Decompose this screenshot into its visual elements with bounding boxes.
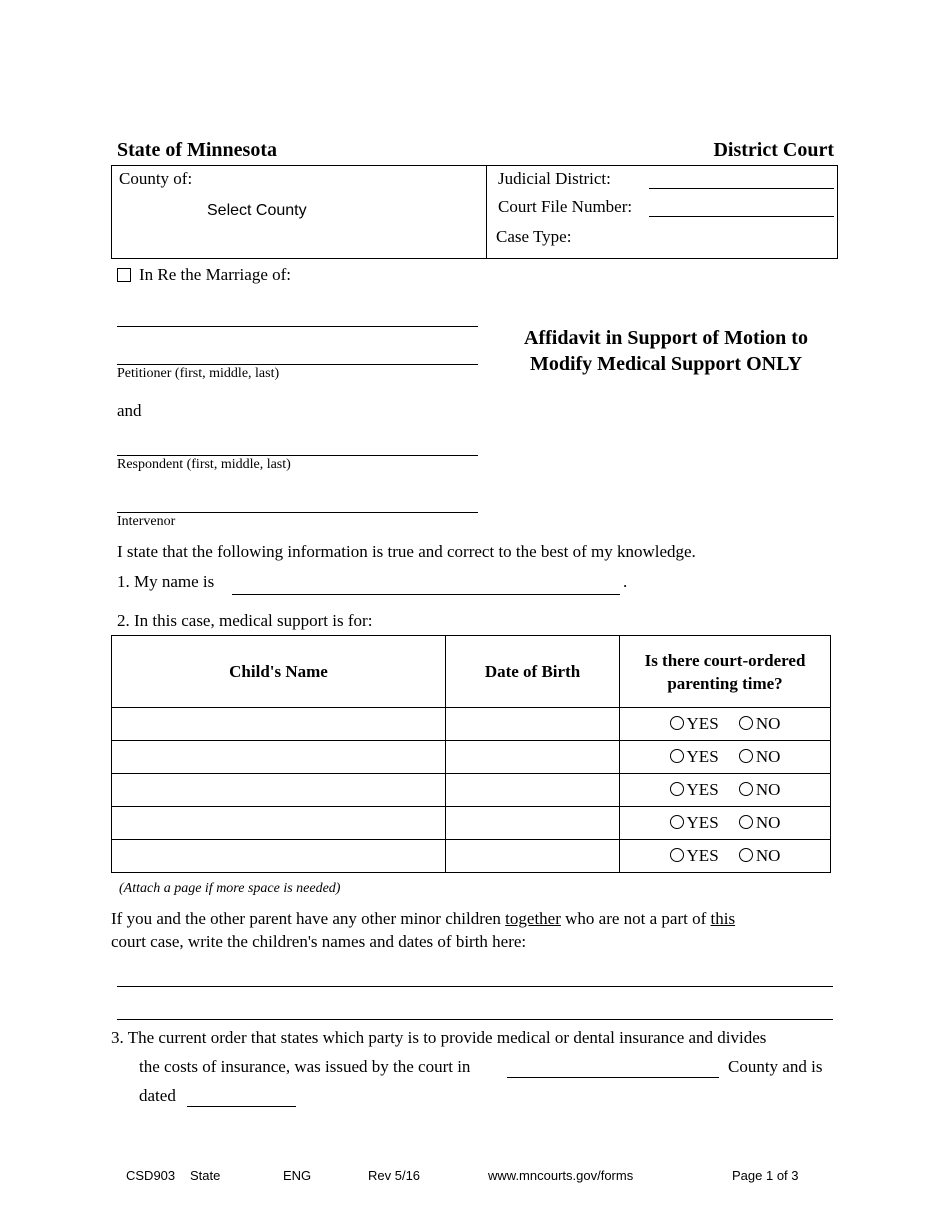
county-label: County of: bbox=[119, 169, 193, 188]
intervenor-label: Intervenor bbox=[117, 514, 176, 529]
dob-cell[interactable] bbox=[446, 840, 620, 873]
yes-label: YES bbox=[686, 747, 719, 766]
dob-cell[interactable] bbox=[446, 774, 620, 807]
children-table bbox=[111, 635, 831, 873]
county-select[interactable]: Select County bbox=[207, 202, 307, 219]
parenting-time-cell bbox=[620, 741, 831, 774]
yes-radio[interactable] bbox=[670, 716, 684, 730]
col-header-date-of-birth: Date of Birth bbox=[446, 636, 620, 708]
issuing-county-field[interactable] bbox=[507, 1077, 719, 1078]
my-name-field[interactable] bbox=[232, 594, 620, 595]
table-row bbox=[112, 741, 831, 774]
truth-statement: I state that the following information is true and correct to the best of my knowledge. bbox=[117, 542, 696, 561]
footer-revision: Rev 5/16 bbox=[368, 1168, 421, 1183]
and-label: and bbox=[117, 401, 142, 420]
marriage-label: In Re the Marriage of: bbox=[139, 265, 291, 284]
table-row bbox=[112, 807, 831, 840]
order-date-field[interactable] bbox=[187, 1106, 296, 1107]
yes-label: YES bbox=[686, 780, 719, 799]
petitioner-label: Petitioner (first, middle, last) bbox=[117, 366, 280, 381]
respondent-name-line[interactable] bbox=[117, 455, 478, 456]
item-3-line-3: dated bbox=[139, 1086, 176, 1105]
judicial-district-field[interactable] bbox=[649, 188, 834, 189]
no-label: NO bbox=[755, 714, 781, 733]
respondent-label: Respondent (first, middle, last) bbox=[117, 457, 291, 472]
no-label: NO bbox=[755, 747, 781, 766]
parenting-time-cell bbox=[620, 807, 831, 840]
petitioner-name-line-1[interactable] bbox=[117, 326, 478, 327]
other-children-text-b: who are not a part of bbox=[560, 909, 711, 928]
footer-form-id: CSD903 bbox=[126, 1168, 176, 1183]
col-header-parenting-time-line-1: Is there court-ordered bbox=[644, 650, 806, 670]
yes-label: YES bbox=[686, 714, 719, 733]
dob-cell[interactable] bbox=[446, 741, 620, 774]
petitioner-name-line-2[interactable] bbox=[117, 364, 478, 365]
col-header-parenting-time-line-2: parenting time? bbox=[667, 673, 783, 693]
no-label: NO bbox=[755, 846, 781, 865]
form-title bbox=[486, 325, 846, 377]
col-header-parenting-time bbox=[620, 636, 831, 708]
yes-radio[interactable] bbox=[670, 848, 684, 862]
footer-language: ENG bbox=[283, 1168, 312, 1183]
yes-label: YES bbox=[686, 846, 719, 865]
item-2-label: 2. In this case, medical support is for: bbox=[117, 611, 373, 630]
court-file-label: Court File Number: bbox=[498, 197, 633, 216]
child-name-cell[interactable] bbox=[112, 741, 446, 774]
yes-label: YES bbox=[686, 813, 719, 832]
item-1-period: . bbox=[623, 572, 628, 591]
intervenor-name-line[interactable] bbox=[117, 512, 478, 513]
no-radio[interactable] bbox=[739, 815, 753, 829]
other-children-text-a: If you and the other parent have any other minor children bbox=[111, 909, 506, 928]
yes-radio[interactable] bbox=[670, 815, 684, 829]
item-1-label: 1. My name is bbox=[117, 572, 215, 591]
parenting-time-cell bbox=[620, 774, 831, 807]
item-3-line-2-b: County and is bbox=[728, 1057, 823, 1076]
footer-url[interactable]: www.mncourts.gov/forms bbox=[488, 1168, 634, 1183]
dob-cell[interactable] bbox=[446, 708, 620, 741]
no-radio[interactable] bbox=[739, 782, 753, 796]
child-name-cell[interactable] bbox=[112, 708, 446, 741]
form-title-line-2: Modify Medical Support ONLY bbox=[529, 353, 803, 375]
other-children-line-2[interactable] bbox=[117, 1019, 833, 1020]
other-children-text-c: court case, write the children's names and dates of birth here: bbox=[111, 932, 527, 951]
col-header-child-name: Child's Name bbox=[112, 636, 446, 708]
parenting-time-cell bbox=[620, 840, 831, 873]
no-label: NO bbox=[755, 780, 781, 799]
court-heading: District Court bbox=[713, 139, 834, 161]
child-name-cell[interactable] bbox=[112, 807, 446, 840]
yes-radio[interactable] bbox=[670, 749, 684, 763]
caption-divider bbox=[486, 166, 487, 258]
table-header-row bbox=[112, 636, 831, 708]
other-children-line-1[interactable] bbox=[117, 986, 833, 987]
child-name-cell[interactable] bbox=[112, 840, 446, 873]
footer-state: State bbox=[190, 1168, 221, 1183]
dob-cell[interactable] bbox=[446, 807, 620, 840]
state-heading: State of Minnesota bbox=[117, 139, 277, 161]
no-radio[interactable] bbox=[739, 749, 753, 763]
table-row bbox=[112, 774, 831, 807]
marriage-checkbox[interactable] bbox=[117, 268, 131, 282]
no-radio[interactable] bbox=[739, 716, 753, 730]
other-children-text bbox=[111, 907, 841, 953]
form-title-line-1: Affidavit in Support of Motion to bbox=[524, 327, 808, 349]
attach-note: (Attach a page if more space is needed) bbox=[119, 881, 341, 896]
case-type-label: Case Type: bbox=[496, 227, 572, 246]
parenting-time-cell bbox=[620, 708, 831, 741]
table-row bbox=[112, 840, 831, 873]
table-row bbox=[112, 708, 831, 741]
no-radio[interactable] bbox=[739, 848, 753, 862]
footer-page-number: Page 1 of 3 bbox=[732, 1168, 799, 1183]
caption-box bbox=[111, 165, 838, 259]
item-3-line-1: 3. The current order that states which party is to provide medical or dental insurance and divides bbox=[111, 1028, 767, 1047]
no-label: NO bbox=[755, 813, 781, 832]
judicial-district-label: Judicial District: bbox=[498, 169, 611, 188]
together-word: together bbox=[505, 909, 561, 928]
child-name-cell[interactable] bbox=[112, 774, 446, 807]
yes-radio[interactable] bbox=[670, 782, 684, 796]
this-word: this bbox=[710, 909, 736, 928]
item-3-line-2-a: the costs of insurance, was issued by the court in bbox=[139, 1057, 471, 1076]
court-file-field[interactable] bbox=[649, 216, 834, 217]
